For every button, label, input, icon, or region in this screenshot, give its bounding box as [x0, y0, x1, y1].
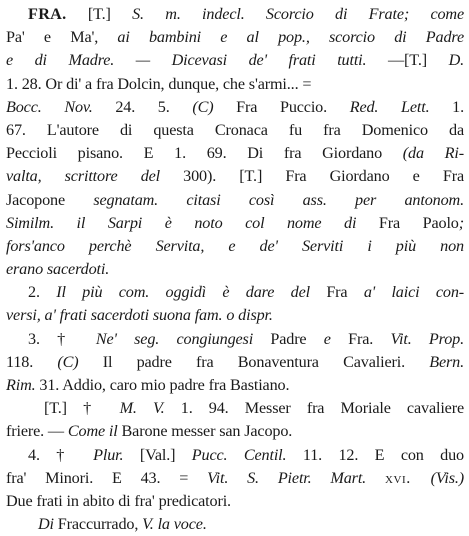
entry-text-segment: (C) [57, 352, 103, 371]
entry-line-20 [6, 444, 464, 467]
entry-text-segment: Barone messer san Jacopo. [121, 422, 293, 441]
entry-text-segment: 11. 12. E con duo [302, 445, 464, 464]
entry-text-segment: 24. 5. [115, 97, 193, 116]
entry-line-19 [6, 420, 464, 443]
entry-text-segment: Fra [326, 283, 364, 302]
entry-text-segment: erano sacerdoti. [6, 260, 110, 279]
entry-text-segment: Red. Lett. [349, 97, 453, 116]
entry-line-6 [6, 119, 464, 142]
entry-text-segment: fors'anco perchè Servita, e de' Serviti i più non [6, 236, 464, 255]
entry-text-segment: [T.] † [44, 399, 120, 418]
entry-text-segment: Il più com. oggidì è dare del [56, 283, 327, 302]
entry-text-segment: 67. L'autore di questa Cronaca fu fra Domenico da [6, 120, 464, 139]
entry-line-23 [6, 513, 464, 536]
entry-text-segment: Il padre fra Bonaventura Cavalieri. [102, 352, 430, 371]
entry-text-segment: Fraccurrado, [57, 515, 143, 534]
entry-text-segment: Ne' seg. congiungesi [95, 329, 271, 348]
entry-line-11 [6, 235, 464, 258]
entry-text-segment: —[T.] [388, 51, 449, 70]
entry-text-segment: 31. Addio, caro mio padre fra Bastiano. [39, 376, 290, 394]
entry-text-segment: Fra Paolo [378, 213, 459, 232]
entry-text-segment: 2. [28, 283, 57, 302]
entry-text-segment: 1. 94. Messer fra Moriale cavaliere [180, 399, 464, 418]
entry-text-segment: 1. 28. Or di' a fra Dolcin, dunque, che s'armi... = [6, 74, 312, 93]
entry-text-segment: Fra Puccio. [236, 97, 350, 116]
entry-line-16 [6, 351, 464, 374]
entry-line-10 [6, 212, 464, 235]
entry-text-segment: ai bambini e al pop., scorcio di Padre [117, 28, 464, 47]
entry-line-8 [6, 165, 464, 188]
entry-text-segment: 300). [T.] Fra Giordano e Fra [183, 167, 464, 186]
entry-text-segment: 4. † [28, 445, 94, 464]
entry-text-segment: Vit. Prop. [390, 329, 464, 348]
entry-text-segment: M. V. [119, 399, 181, 418]
entry-line-3 [6, 49, 464, 72]
entry-line-21 [6, 467, 464, 490]
entry-text-segment: Vit. S. Pietr. Mart. [207, 468, 385, 487]
entry-text-segment: Come il [67, 422, 122, 441]
entry-line-1 [6, 3, 464, 26]
entry-text-segment: Peccioli pisano. E 1. 69. Di fra Giordano [6, 144, 403, 163]
entry-text-segment: (Vis.) [430, 468, 464, 487]
entry-text-segment: Jacopone [6, 190, 94, 209]
entry-text-segment: segnatam. citasi così ass. per antonom. [93, 190, 464, 209]
entry-text-segment: Bocc. Nov. [6, 97, 116, 116]
entry-text-segment: S. m. indecl. Scorcio di Frate; come [132, 5, 465, 23]
entry-text-segment: a' laici con- [363, 283, 464, 302]
entry-text-segment: ; [458, 213, 464, 232]
entry-text-segment: 3. † [28, 329, 96, 348]
entry-text-segment: Due frati in abito di fra' predicatori. [6, 491, 231, 510]
entry-text-segment: [T.] [87, 5, 133, 23]
entry-text-segment: friere. — [6, 422, 68, 441]
entry-text-segment: e [323, 329, 349, 348]
entry-line-18 [6, 397, 464, 420]
entry-text-segment: (da Ri- [402, 144, 464, 163]
entry-text-segment: Bern. [429, 352, 464, 371]
entry-text-segment: fra' Minori. E 43. = [6, 468, 208, 487]
entry-text-segment: Di [38, 515, 58, 534]
entry-line-22 [6, 490, 464, 513]
entry-text-segment: D. [448, 51, 464, 70]
entry-text-segment: 1. [452, 97, 465, 116]
entry-text-segment: 118. [6, 352, 58, 371]
entry-text-segment: e di Madre. — Dicevasi de' frati tutti. [6, 51, 389, 70]
entry-text-segment: valta, scrittore del [6, 167, 184, 186]
entry-text-segment: Pa' e Ma', [6, 28, 118, 47]
entry-line-13 [6, 281, 464, 304]
entry-text-segment: Pucc. Centil. [191, 445, 303, 464]
entry-text-segment: Fra. [348, 329, 391, 348]
entry-line-9 [6, 189, 464, 212]
entry-text-segment: Similm. il Sarpi è noto col nome di [6, 213, 379, 232]
entry-line-15 [6, 328, 464, 351]
entry-text-segment: V. la voce. [142, 515, 207, 534]
entry-line-7 [6, 142, 464, 165]
entry-text-segment: Rim. [6, 376, 40, 394]
entry-line-17 [6, 374, 464, 397]
entry-headword: FRA. [28, 5, 67, 23]
entry-line-2 [6, 26, 464, 49]
entry-line-14 [6, 304, 464, 327]
entry-line-5 [6, 96, 464, 119]
entry-text-segment: Plur. [93, 445, 140, 464]
entry-text-segment: versi, a' frati sacerdoti suona fam. o dispr. [6, 306, 273, 325]
entry-line-12 [6, 258, 464, 281]
entry-text-segment: [Val.] [139, 445, 192, 464]
entry-text-segment: (C) [192, 97, 237, 116]
entry-line-4 [6, 73, 464, 96]
entry-text-segment: xvi. [384, 468, 431, 487]
entry-text-segment: Padre [270, 329, 324, 348]
dictionary-entry-fra [6, 3, 464, 536]
